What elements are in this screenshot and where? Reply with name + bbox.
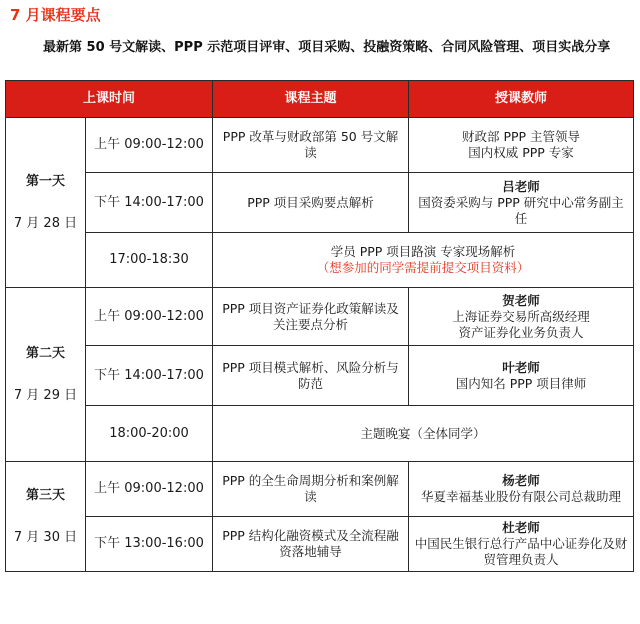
session-time: 18:00-20:00: [86, 406, 213, 462]
table-row: [6, 173, 634, 233]
day-cell: [6, 288, 86, 462]
page-title: 7 月课程要点: [10, 6, 101, 24]
table-row: [6, 288, 634, 346]
session-teacher: [409, 118, 634, 173]
table-row: [6, 118, 634, 173]
teacher-desc: 财政部 PPP 主管领导 国内权威 PPP 专家: [461, 129, 581, 160]
session-teacher: [409, 346, 634, 406]
table-row: [6, 517, 634, 572]
day-date: 7 月 30 日: [13, 529, 78, 545]
day-date: 7 月 29 日: [13, 387, 78, 403]
header-topic: 课程主题: [213, 81, 409, 118]
session-time: 上午 09:00-12:00: [86, 462, 213, 517]
merged-line: 学员 PPP 项目路演 专家现场解析: [330, 244, 516, 259]
day-date: 7 月 28 日: [13, 215, 78, 231]
table-row: [6, 462, 634, 517]
session-topic: PPP 项目模式解析、风险分析与防范: [213, 346, 409, 406]
session-topic: PPP 改革与财政部第 50 号文解读: [213, 118, 409, 173]
session-teacher: [409, 173, 634, 233]
teacher-name: 杜老师: [502, 520, 540, 535]
merged-note: （想参加的同学需提前提交项目资料）: [316, 260, 530, 275]
session-time: 下午 14:00-17:00: [86, 173, 213, 233]
table-row: [6, 406, 634, 462]
teacher-name: 贺老师: [502, 292, 540, 308]
day-cell: [6, 118, 86, 288]
header-teacher: 授课教师: [409, 81, 634, 118]
teacher-desc: 国内知名 PPP 项目律师: [455, 375, 587, 391]
session-merged: 主题晚宴（全体同学）: [213, 406, 634, 462]
table-row: [6, 346, 634, 406]
session-topic: PPP 的全生命周期分析和案例解读: [213, 462, 409, 517]
session-topic: PPP 结构化融资模式及全流程融资落地辅导: [213, 517, 409, 572]
session-teacher: [409, 462, 634, 517]
day-cell: [6, 462, 86, 572]
session-merged: [213, 233, 634, 288]
teacher-name: 吕老师: [502, 178, 540, 194]
session-time: 17:00-18:30: [86, 233, 213, 288]
teacher-desc: 上海证券交易所高级经理 资产证券化业务负责人: [452, 308, 590, 340]
day-name: 第二天: [25, 345, 65, 361]
session-teacher: [409, 517, 634, 572]
header-time: 上课时间: [6, 81, 213, 118]
session-topic: PPP 项目资产证券化政策解读及关注要点分析: [213, 288, 409, 346]
teacher-desc: 国资委采购与 PPP 研究中心常务副主任: [418, 194, 624, 226]
schedule-table: [5, 80, 634, 572]
session-time: 下午 14:00-17:00: [86, 346, 213, 406]
session-time: 下午 13:00-16:00: [86, 517, 213, 572]
session-time: 上午 09:00-12:00: [86, 118, 213, 173]
day-name: 第一天: [25, 173, 65, 189]
table-row: [6, 233, 634, 288]
teacher-desc: 华夏幸福基业股份有限公司总裁助理: [421, 489, 622, 504]
teacher-desc: 中国民生银行总行产品中心证券化及财贸管理负责人: [414, 536, 628, 567]
teacher-name: 杨老师: [502, 473, 540, 488]
session-topic: PPP 项目采购要点解析: [213, 173, 409, 233]
day-name: 第三天: [25, 487, 65, 503]
table-header-row: [6, 81, 634, 118]
teacher-name: 叶老师: [502, 359, 540, 375]
session-time: 上午 09:00-12:00: [86, 288, 213, 346]
page-subtitle: 最新第 50 号文解读、PPP 示范项目评审、项目采购、投融资策略、合同风险管理、项目实战分享: [43, 40, 611, 55]
session-teacher: [409, 288, 634, 346]
